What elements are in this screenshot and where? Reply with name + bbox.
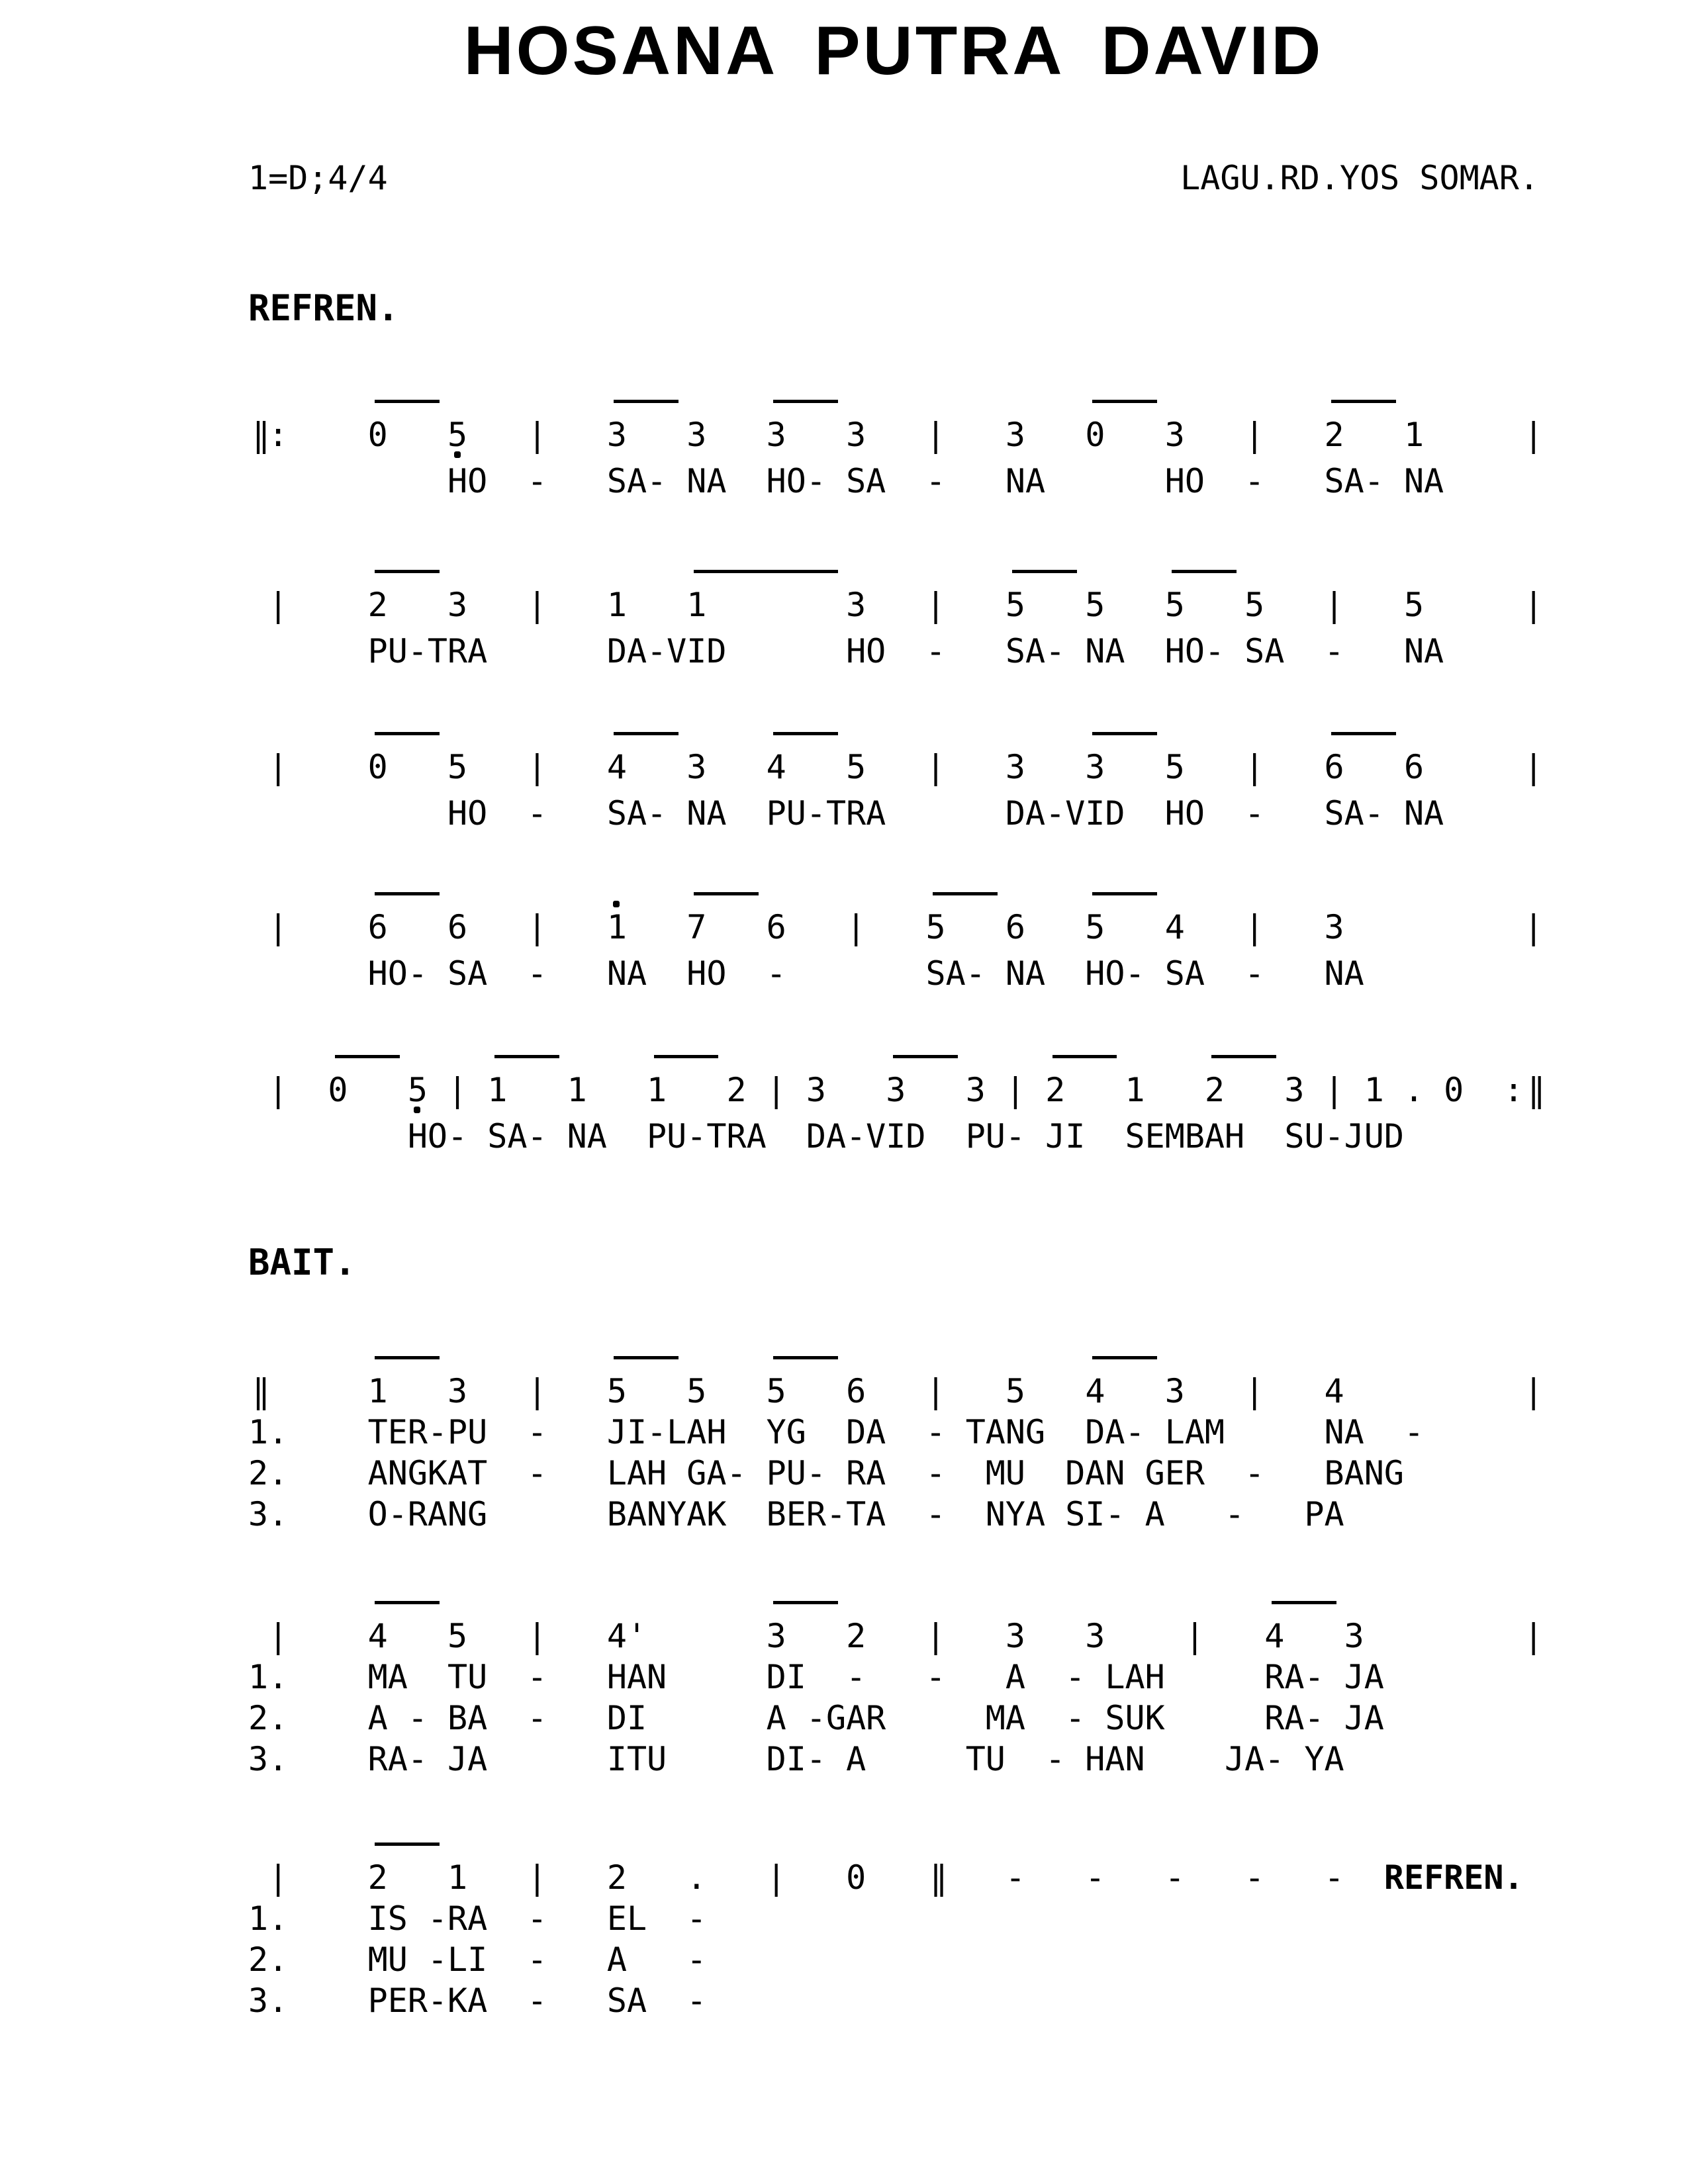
notation-line: | 0 5 | 4 3 4 5 | 3 3 5 | 6 6 | <box>248 748 1544 786</box>
beam-overline <box>773 1356 838 1359</box>
notation-line: | 2 1 | 2 . | 0 | | - - - - - REFREN. <box>248 1858 1524 1897</box>
sheet-content <box>248 0 1544 2184</box>
lyric-line-verse-2: 2. MU -LI - A - <box>248 1940 707 1979</box>
beam-overline <box>1331 732 1396 735</box>
lyric-line: HO- SA- NA PU-TRA DA-VID PU- JI SEMBAH SU-JUD <box>248 1117 1404 1156</box>
lyric-line-verse-1: 1. TER-PU - JI-LAH YG DA - TANG DA- LAM NA - <box>248 1413 1425 1451</box>
notation-line: | 4 5 | 4' 3 2 | 3 3 | 4 3 | <box>248 1617 1544 1655</box>
composer-credit: LAGU.RD.YOS SOMAR. <box>1180 159 1539 197</box>
lyric-line-verse-1: 1. MA TU - HAN DI - - A - LAH RA- JA <box>248 1658 1384 1696</box>
refrain-directive: REFREN. <box>1383 1858 1524 1897</box>
notation-line: | 6 6 | 1 7 6 | 5 6 5 4 | 3 | <box>248 908 1544 946</box>
beam-overline <box>1012 570 1077 573</box>
double-barline: | | <box>1524 1071 1544 1109</box>
lyric-line: PU-TRA DA-VID HO - SA- NA HO- SA - NA <box>248 632 1444 670</box>
lyric-line-verse-3: 3. RA- JA ITU DI- A TU - HAN JA- YA <box>248 1740 1344 1778</box>
beam-overline <box>694 570 838 573</box>
notation-line: | 2 3 | 1 1 3 | 5 5 5 5 | 5 | <box>248 586 1544 624</box>
beam-overline <box>1092 732 1157 735</box>
beam-overline <box>773 732 838 735</box>
beam-overline <box>1272 1601 1336 1604</box>
beam-overline <box>375 400 440 403</box>
notation-line: | |: 0 5 | 3 3 3 3 | 3 0 3 | 2 1 | <box>248 416 1544 454</box>
beam-overline <box>614 732 678 735</box>
beam-overline <box>494 1055 559 1058</box>
lyric-line-verse-1: 1. IS -RA - EL - <box>248 1899 707 1938</box>
beam-overline <box>893 1055 958 1058</box>
lyric-line-verse-2: 2. ANGKAT - LAH GA- PU- RA - MU DAN GER - BANG <box>248 1454 1404 1492</box>
beam-overline <box>375 1601 440 1604</box>
beam-overline <box>614 1356 678 1359</box>
meta-row <box>248 159 1539 197</box>
beam-overline <box>773 1601 838 1604</box>
beam-overline <box>335 1055 400 1058</box>
lyric-line-verse-3: 3. PER-KA - SA - <box>248 1981 707 2020</box>
lyric-line: HO - SA- NA PU-TRA DA-VID HO - SA- NA <box>248 794 1444 833</box>
notation-line: | 0 5 | 1 1 1 2 | 3 3 3 | 2 1 2 3 | 1 . 0 :| | <box>248 1071 1544 1109</box>
beam-overline <box>375 1843 440 1846</box>
beam-overline <box>614 400 678 403</box>
song-title: HOSANA PUTRA DAVID <box>463 13 1324 89</box>
beam-overline <box>1092 1356 1157 1359</box>
beam-overline <box>1092 400 1157 403</box>
notation-line: | | 1 3 | 5 5 5 6 | 5 4 3 | 4 | <box>248 1372 1544 1410</box>
beam-overline <box>1052 1055 1117 1058</box>
beam-overline <box>375 892 440 895</box>
beam-overline <box>375 732 440 735</box>
lyric-line-verse-2: 2. A - BA - DI A -GAR MA - SUK RA- JA <box>248 1699 1384 1737</box>
section-label-refren: REFREN. <box>248 287 399 329</box>
lyric-line-verse-3: 3. O-RANG BANYAK BER-TA - NYA SI- A - PA <box>248 1495 1344 1533</box>
beam-overline <box>1211 1055 1276 1058</box>
beam-overline <box>1172 570 1237 573</box>
beam-overline <box>654 1055 719 1058</box>
key-time-signature: 1=D;4/4 <box>248 159 388 197</box>
beam-overline <box>375 570 440 573</box>
lyric-line: HO - SA- NA HO- SA - NA HO - SA- NA <box>248 462 1444 500</box>
beam-overline <box>773 400 838 403</box>
double-barline: | | <box>926 1858 946 1897</box>
double-barline: | | <box>248 1372 268 1410</box>
beam-overline <box>694 892 759 895</box>
double-barline: | | <box>248 416 268 454</box>
beam-overline <box>933 892 998 895</box>
octave-dot-above <box>613 901 620 907</box>
section-label-bait: BAIT. <box>248 1242 356 1283</box>
lyric-line: HO- SA - NA HO - SA- NA HO- SA - NA <box>248 954 1364 993</box>
beam-overline <box>375 1356 440 1359</box>
beam-overline <box>1092 892 1157 895</box>
beam-overline <box>1331 400 1396 403</box>
